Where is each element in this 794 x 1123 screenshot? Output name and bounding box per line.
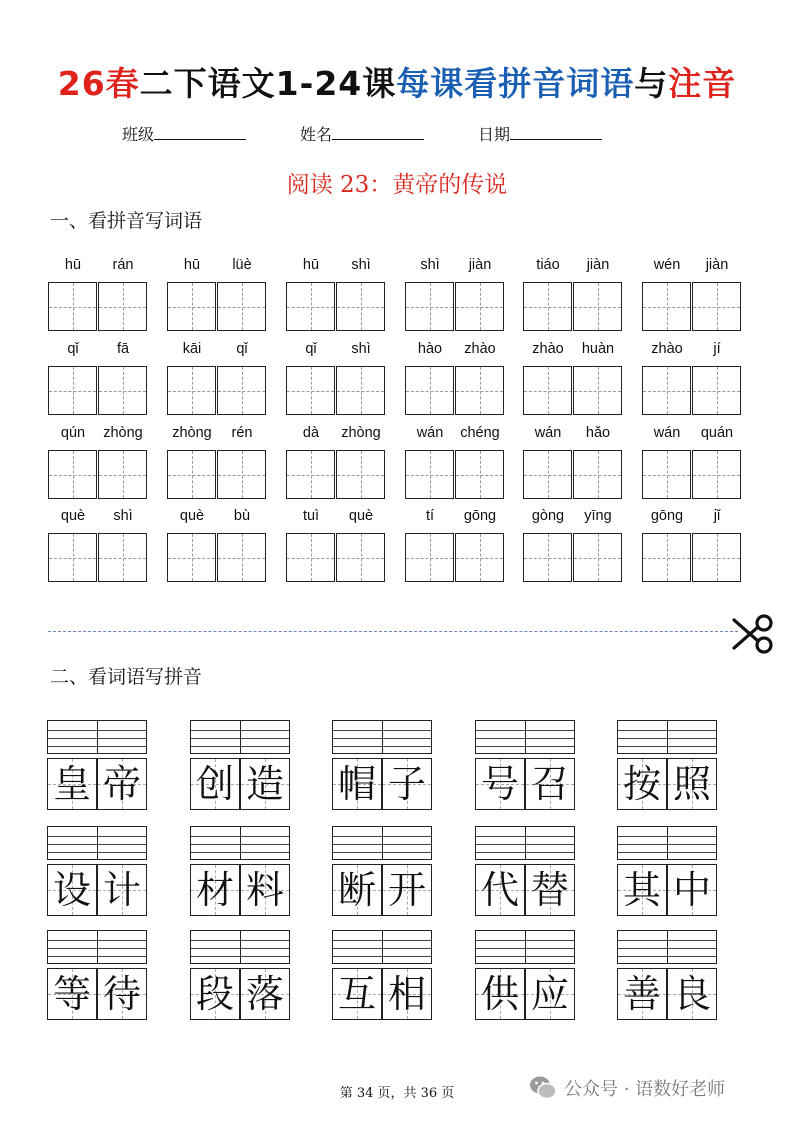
- writing-box[interactable]: [336, 533, 385, 582]
- title-part-3: 每课看拼音词语: [396, 64, 635, 103]
- writing-box[interactable]: [48, 366, 97, 415]
- date-field[interactable]: [478, 122, 602, 145]
- writing-box[interactable]: [523, 533, 572, 582]
- title-part-2: 二下语文1-24课: [139, 64, 397, 103]
- writing-box[interactable]: [167, 282, 216, 331]
- pinyin-syllable: qún: [60, 425, 86, 441]
- title-part-4: 与: [634, 64, 669, 103]
- title-part-5: 注音: [668, 64, 737, 103]
- scissors-icon: [730, 612, 776, 656]
- character: 帝: [102, 762, 141, 806]
- writing-box[interactable]: [167, 533, 216, 582]
- title-part-1: 26春: [57, 64, 140, 103]
- writing-box[interactable]: [286, 533, 335, 582]
- pinyin-writing-lines[interactable]: [475, 930, 575, 964]
- character-box: [382, 968, 432, 1020]
- character-box: [525, 968, 575, 1020]
- pinyin-writing-lines[interactable]: [332, 930, 432, 964]
- pinyin-syllable: bù: [233, 508, 251, 524]
- pinyin-syllable: hū: [64, 257, 82, 273]
- writing-box[interactable]: [48, 282, 97, 331]
- character: 皇: [52, 762, 91, 806]
- pinyin-writing-lines[interactable]: [617, 930, 717, 964]
- writing-box[interactable]: [573, 366, 622, 415]
- pinyin-syllable: wán: [416, 425, 444, 441]
- character-box: [382, 758, 432, 810]
- pinyin-writing-lines[interactable]: [47, 720, 147, 754]
- writing-box[interactable]: [692, 533, 741, 582]
- watermark-text: 公众号 · 语数好老师: [564, 1079, 726, 1100]
- pinyin-syllable: qǐ: [305, 341, 317, 357]
- writing-box[interactable]: [98, 366, 147, 415]
- pinyin-syllable: wán: [653, 425, 681, 441]
- character-box: [475, 968, 525, 1020]
- pinyin-syllable: kāi: [182, 341, 202, 357]
- writing-box[interactable]: [98, 282, 147, 331]
- pinyin-syllable: què: [348, 508, 374, 524]
- pinyin-writing-lines[interactable]: [47, 826, 147, 860]
- pinyin-writing-lines[interactable]: [475, 720, 575, 754]
- writing-box[interactable]: [217, 533, 266, 582]
- writing-box[interactable]: [405, 282, 454, 331]
- pinyin-syllable: jiàn: [586, 257, 610, 273]
- writing-box[interactable]: [48, 533, 97, 582]
- character-box: [475, 758, 525, 810]
- character-box: [382, 864, 432, 916]
- character-box: [667, 864, 717, 916]
- character: 料: [245, 868, 284, 912]
- character-box: [190, 758, 240, 810]
- writing-box[interactable]: [692, 366, 741, 415]
- section2-heading: 二、看词语写拼音: [50, 666, 203, 688]
- character: 照: [672, 762, 711, 806]
- writing-box[interactable]: [642, 450, 691, 499]
- character-box: [617, 864, 667, 916]
- pinyin-syllable: tí: [425, 508, 435, 524]
- pinyin-syllable: shì: [113, 508, 133, 524]
- pinyin-syllable: zhòng: [172, 425, 212, 441]
- writing-box[interactable]: [692, 450, 741, 499]
- character-box: [97, 864, 147, 916]
- writing-box[interactable]: [692, 282, 741, 331]
- character: 应: [530, 972, 569, 1016]
- name-field[interactable]: [300, 122, 424, 145]
- character-box: [240, 758, 290, 810]
- pinyin-syllable: zhòng: [341, 425, 381, 441]
- character-box: [190, 864, 240, 916]
- writing-box[interactable]: [336, 450, 385, 499]
- pinyin-syllable: shì: [420, 257, 440, 273]
- pinyin-syllable: wán: [534, 425, 562, 441]
- pinyin-syllable: huàn: [581, 341, 615, 357]
- pinyin-syllable: gōng: [463, 508, 497, 524]
- pinyin-syllable: chéng: [460, 425, 500, 441]
- writing-box[interactable]: [523, 282, 572, 331]
- pinyin-syllable: shì: [351, 341, 371, 357]
- name-label: 姓名: [300, 125, 333, 144]
- pinyin-syllable: hū: [302, 257, 320, 273]
- pinyin-writing-lines[interactable]: [47, 930, 147, 964]
- writing-box[interactable]: [286, 282, 335, 331]
- pinyin-writing-lines[interactable]: [617, 720, 717, 754]
- class-field[interactable]: [122, 122, 246, 145]
- character: 帽: [337, 762, 376, 806]
- lesson-subtitle: 阅读 23：黄帝的传说: [286, 172, 508, 198]
- writing-box[interactable]: [167, 366, 216, 415]
- character: 其: [622, 868, 661, 912]
- character-box: [332, 864, 382, 916]
- pinyin-syllable: jǐ: [713, 508, 721, 524]
- pinyin-syllable: zhào: [464, 341, 496, 357]
- character-box: [240, 864, 290, 916]
- pinyin-syllable: quán: [700, 425, 734, 441]
- pinyin-syllable: shì: [351, 257, 371, 273]
- character: 子: [387, 762, 426, 806]
- character: 号: [480, 762, 519, 806]
- character: 善: [622, 972, 661, 1016]
- character-box: [667, 968, 717, 1020]
- pinyin-writing-lines[interactable]: [332, 826, 432, 860]
- pinyin-writing-lines[interactable]: [190, 720, 290, 754]
- character: 开: [387, 868, 426, 912]
- character: 材: [195, 868, 234, 912]
- pinyin-syllable: hào: [417, 341, 443, 357]
- character: 良: [672, 972, 711, 1016]
- character-box: [525, 758, 575, 810]
- pinyin-writing-lines[interactable]: [190, 826, 290, 860]
- character: 设: [52, 868, 91, 912]
- pinyin-syllable: dà: [302, 425, 320, 441]
- character-box: [332, 758, 382, 810]
- character-box: [617, 758, 667, 810]
- character-box: [240, 968, 290, 1020]
- writing-box[interactable]: [523, 450, 572, 499]
- writing-box[interactable]: [573, 450, 622, 499]
- pinyin-syllable: zhào: [532, 341, 564, 357]
- writing-box[interactable]: [217, 282, 266, 331]
- character: 召: [530, 762, 569, 806]
- character-box: [190, 968, 240, 1020]
- writing-box[interactable]: [217, 366, 266, 415]
- pinyin-syllable: wén: [653, 257, 681, 273]
- writing-box[interactable]: [286, 366, 335, 415]
- pinyin-syllable: gōng: [650, 508, 684, 524]
- pinyin-writing-lines[interactable]: [190, 930, 290, 964]
- pinyin-syllable: yīng: [584, 508, 612, 524]
- character-box: [332, 968, 382, 1020]
- character: 中: [672, 868, 711, 912]
- character: 替: [530, 868, 569, 912]
- pinyin-syllable: qǐ: [236, 341, 248, 357]
- writing-box[interactable]: [405, 533, 454, 582]
- writing-box[interactable]: [455, 366, 504, 415]
- writing-box[interactable]: [573, 533, 622, 582]
- character: 计: [102, 868, 141, 912]
- pinyin-syllable: rén: [231, 425, 253, 441]
- writing-box[interactable]: [455, 533, 504, 582]
- pinyin-syllable: lüè: [232, 257, 252, 273]
- pinyin-writing-lines[interactable]: [332, 720, 432, 754]
- character: 段: [195, 972, 234, 1016]
- pinyin-syllable: què: [60, 508, 86, 524]
- pinyin-syllable: jiàn: [705, 257, 729, 273]
- page-number: 第 34 页，共 36 页: [339, 1086, 455, 1101]
- pinyin-syllable: hǎo: [585, 425, 611, 441]
- watermark: [528, 1073, 725, 1103]
- pinyin-syllable: què: [179, 508, 205, 524]
- page-title: [0, 58, 794, 105]
- character-box: [475, 864, 525, 916]
- pinyin-syllable: zhào: [651, 341, 683, 357]
- pinyin-syllable: rán: [112, 257, 134, 273]
- character: 按: [622, 762, 661, 806]
- pinyin-syllable: qǐ: [67, 341, 79, 357]
- writing-box[interactable]: [286, 450, 335, 499]
- character-box: [47, 864, 97, 916]
- writing-box[interactable]: [455, 450, 504, 499]
- character: 等: [52, 972, 91, 1016]
- character-box: [97, 758, 147, 810]
- writing-box[interactable]: [642, 282, 691, 331]
- character-box: [47, 758, 97, 810]
- writing-box[interactable]: [217, 450, 266, 499]
- pinyin-syllable: fā: [116, 341, 130, 357]
- writing-box[interactable]: [405, 366, 454, 415]
- character: 落: [245, 972, 284, 1016]
- writing-box[interactable]: [405, 450, 454, 499]
- writing-box[interactable]: [642, 533, 691, 582]
- writing-box[interactable]: [642, 366, 691, 415]
- pinyin-writing-lines[interactable]: [475, 826, 575, 860]
- pinyin-writing-lines[interactable]: [617, 826, 717, 860]
- section1-heading: 一、看拼音写词语: [50, 210, 203, 232]
- pinyin-syllable: hū: [183, 257, 201, 273]
- writing-box[interactable]: [167, 450, 216, 499]
- pinyin-syllable: zhòng: [103, 425, 143, 441]
- pinyin-syllable: jí: [713, 341, 721, 357]
- character-box: [617, 968, 667, 1020]
- character: 互: [337, 972, 376, 1016]
- writing-box[interactable]: [98, 533, 147, 582]
- writing-box[interactable]: [523, 366, 572, 415]
- character-box: [97, 968, 147, 1020]
- character: 供: [480, 972, 519, 1016]
- character: 相: [387, 972, 426, 1016]
- character-box: [667, 758, 717, 810]
- writing-box[interactable]: [336, 282, 385, 331]
- writing-box[interactable]: [48, 450, 97, 499]
- date-label: 日期: [478, 125, 511, 144]
- writing-box[interactable]: [455, 282, 504, 331]
- pinyin-syllable: tuì: [302, 508, 320, 524]
- character: 代: [480, 868, 519, 912]
- character-box: [47, 968, 97, 1020]
- class-label: 班级: [122, 125, 155, 144]
- pinyin-syllable: jiàn: [468, 257, 492, 273]
- pinyin-syllable: gòng: [531, 508, 565, 524]
- character: 造: [245, 762, 284, 806]
- writing-box[interactable]: [336, 366, 385, 415]
- cut-line: [48, 631, 738, 632]
- wechat-icon: [528, 1073, 558, 1103]
- character-box: [525, 864, 575, 916]
- writing-box[interactable]: [573, 282, 622, 331]
- character: 待: [102, 972, 141, 1016]
- writing-box[interactable]: [98, 450, 147, 499]
- character: 创: [195, 762, 234, 806]
- character: 断: [337, 868, 376, 912]
- pinyin-syllable: tiáo: [536, 257, 560, 273]
